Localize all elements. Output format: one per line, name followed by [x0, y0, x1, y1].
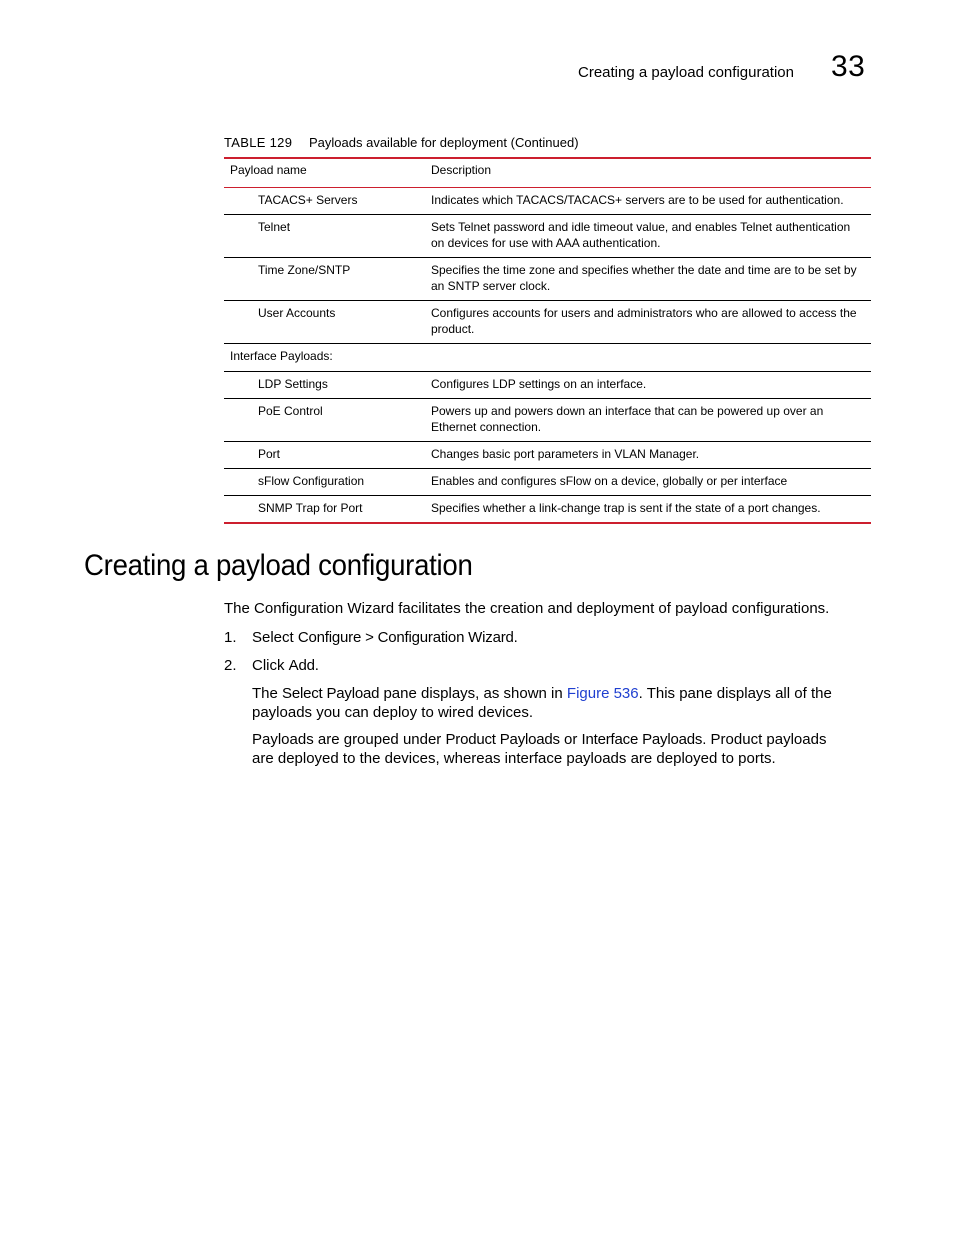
- payload-description-cell: Indicates which TACACS/TACACS+ servers are to be used for authentication.: [425, 188, 871, 215]
- running-header-title: Creating a payload configuration: [578, 64, 794, 81]
- payload-name-cell: SNMP Trap for Port: [258, 501, 363, 515]
- chapter-number: 33: [831, 50, 866, 83]
- payload-name-cell: User Accounts: [224, 301, 425, 344]
- text-run: Payloads are grouped under: [252, 731, 446, 748]
- interface-payloads-term: Interface Payloads: [581, 731, 703, 748]
- table-row: [224, 469, 871, 496]
- figure-link[interactable]: Figure 536: [566, 685, 639, 702]
- table-row: [224, 301, 871, 344]
- step-text: Click: [252, 657, 289, 674]
- payloads-table: [224, 157, 871, 524]
- column-header-payload-name: Payload name: [224, 158, 425, 188]
- text-run: or: [559, 731, 582, 748]
- payload-name-cell: PoE Control: [224, 399, 425, 442]
- section-heading: Creating a payload configuration: [84, 549, 473, 582]
- payload-description-cell: Configures LDP settings on an interface.: [425, 372, 871, 399]
- payload-description-cell: Configures accounts for users and administrators who are allowed to access the product.: [425, 301, 871, 344]
- payload-description-cell: Sets Telnet password and idle timeout value, and enables Telnet authentication on devices for use with AAA authentication.: [425, 215, 871, 258]
- payload-description-cell: Powers up and powers down an interface that can be powered up over an Ethernet connection.: [425, 399, 871, 442]
- table-label: TABLE 129: [224, 135, 293, 150]
- select-payload-paragraph: [252, 685, 852, 722]
- payload-name-cell: TACACS+ Servers: [224, 188, 425, 215]
- product-payloads-term: Product Payloads: [445, 731, 560, 748]
- payload-description-cell: Changes basic port parameters in VLAN Manager.: [425, 442, 871, 469]
- text-run: pane displays, as shown in: [379, 685, 567, 702]
- table-row: [224, 442, 871, 469]
- step-text-end: .: [513, 629, 518, 646]
- table-row: [224, 372, 871, 399]
- column-header-description: Description: [425, 158, 871, 188]
- step-number: 1.: [224, 629, 237, 646]
- step-1: [224, 629, 518, 648]
- step-2: [224, 657, 319, 676]
- payload-description-cell: Specifies the time zone and specifies whether the date and time are to be set by an SNTP server clock.: [425, 258, 871, 301]
- pane-name: Select Payload: [282, 685, 380, 702]
- payload-name-cell: Time Zone/SNTP: [224, 258, 425, 301]
- table-row: [224, 399, 871, 442]
- payload-description-cell: Enables and configures sFlow on a device, globally or per interface: [425, 469, 871, 496]
- table-row: [224, 258, 871, 301]
- step-text: Select: [252, 629, 298, 646]
- payload-name-cell: LDP Settings: [224, 372, 425, 399]
- button-name: Add: [288, 657, 315, 674]
- interface-payloads-section-label: Interface Payloads:: [224, 344, 871, 372]
- payload-name-cell: Telnet: [224, 215, 425, 258]
- table-header-row: [224, 158, 871, 188]
- intro-paragraph: The Configuration Wizard facilitates the creation and deployment of payload configurations.: [224, 600, 830, 617]
- payload-description-cell: Specifies whether a link-change trap is sent if the state of a port changes.: [431, 501, 821, 515]
- table-row: [224, 188, 871, 215]
- table-section-row: [224, 344, 871, 372]
- step-number: 2.: [224, 657, 237, 674]
- table-title: Payloads available for deployment (Continued): [309, 135, 579, 150]
- payload-name-cell: Port: [224, 442, 425, 469]
- text-run: The: [252, 685, 283, 702]
- table-row: [224, 215, 871, 258]
- table-row: [224, 496, 871, 524]
- text-run: . This pane displays all of the payloads you can deploy to wired devices.: [252, 685, 832, 721]
- payload-name-cell: sFlow Configuration: [224, 469, 425, 496]
- menu-path: Configure > Configuration Wizard: [297, 629, 514, 646]
- text-run: . Product payloads are deployed to the devices, whereas interface payloads are deployed to ports.: [252, 731, 827, 767]
- table-caption: [224, 135, 579, 150]
- step-text-end: .: [314, 657, 319, 674]
- payload-groups-paragraph: [252, 731, 852, 768]
